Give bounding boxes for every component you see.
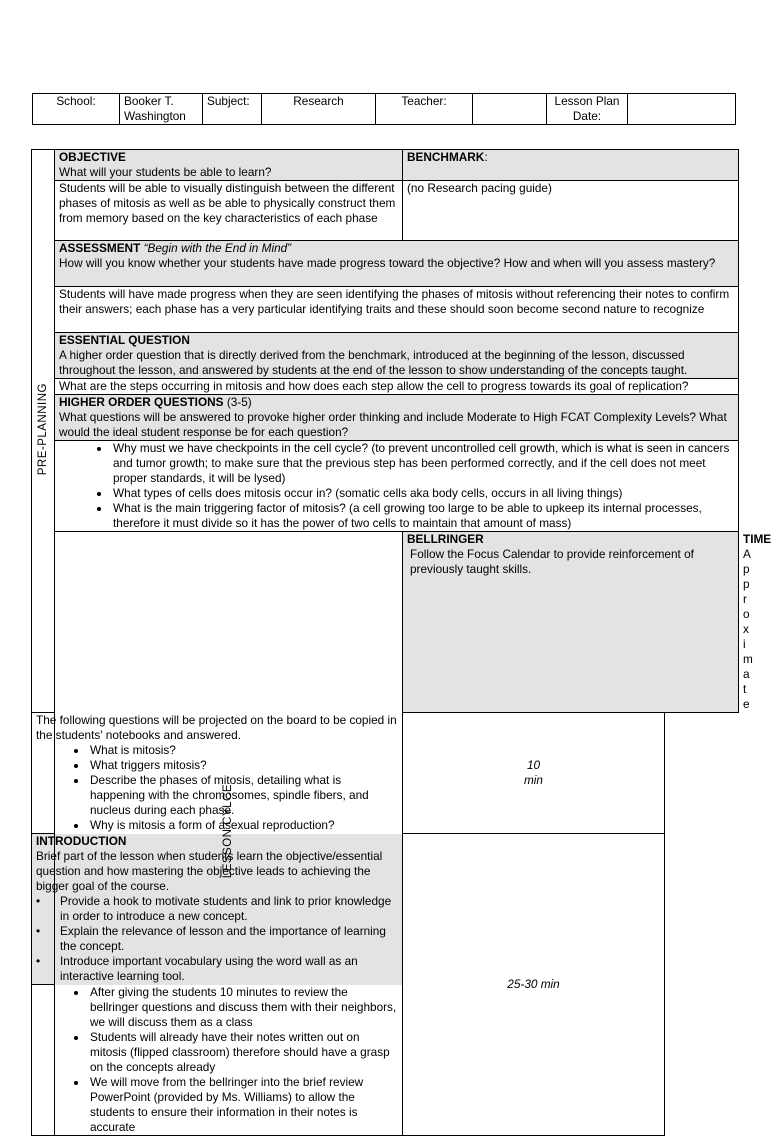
lesson-date-value: [628, 94, 736, 125]
objective-text: Students will be able to visually distinguish between the different phases of mitosis as well as be able to physically construct them from memory based on the key characteristics of each phase: [55, 181, 403, 241]
list-item: • Why is mitosis a form of asexual reproduction?: [88, 818, 398, 833]
list-item: • Why must we have checkpoints in the cell cycle? (to prevent uncontrolled cell growth, which is what is seen in cancers and tumor growth; to make sure that the previous step has been performed correctly, and if the cell does not meet proper standards, it will be lysed): [111, 441, 734, 486]
assessment-title: ASSESSMENT: [59, 241, 141, 255]
objective-prompt: What will your students be able to learn?: [59, 165, 272, 179]
introduction-time: 25-30 min: [403, 834, 665, 1136]
lesson-main-table: PRE-PLANNING OBJECTIVE What will your students be able to learn? BENCHMARK: Students will be able to visually distinguish between the different phases of mitosis as well as be able to physically construct them from memory based on the key characteristics of each phase (no Research pacing guide) ASSESSMENT “Begin with the End in Mind” How will you know whether your students have made progress toward the objective? How and when will you assess mastery? Students will have made progress when they are seen identifying the phases of mitosis without referencing their notes to confirm their answers; each phase has a very particular identifying traits and these should soon become second nature to recognize ESSENTIAL QUESTION A higher order question that is directly derived from the benchmark, introduced at the beginning of the lesson, discussed throughout the lesson, and answered by students at the end of the lesson to show understanding of the concepts taught. What are the steps occurring in mitosis and how does each step allow the cell to progress towards its goal of replication? HIGHER ORDER QUESTIONS (3-5) What questions will be answered to provoke higher order thinking and include Moderate to High FCAT Complexity Levels? What would the ideal student response be for each question? • Why must we have checkpoints in the cell cycle? (to prevent uncontrolled cell growth, which is what is seen in cancers and tumor growth; to make sure that the previous step has been performed correctly, and if the cell does not meet proper standards, it will be lysed) • What types of cells does mitosis occur in? (somatic cells aka body cells, occurs in all living things) • What is the main triggering factor of mitosis? (a cell growing too large to be able to upkeep its internal processes, therefore it must divide so it has the power of two cells to maintain that amount of mass) LESSON CYLCE BELLRINGER Follow the Focus Calendar to provide reinforcement of previously taught skills. TIME Approximate The following questions will be projected on the board to be copied in the students' notebooks and answered. • What is mitosis? • What triggers mitosis? • Describe the phases of mitosis, detailing what is happening with the chromosomes, spindle fibers, and nucleus during each phase. • Why is mitosis a form of asexual reproduction? 10 min INTRODUCTION Brief part of the lesson when students learn the objective/essential question and how mastering the objective leads to achieving the bigger goal of the course. • Provide a hook to motivate students and link to prior knowledge in order to introduce a new concept. • Explain the relevance of lesson and the importance of learning the concept. • Introduce important vocabulary using the word wall as an interactive learning tool. 25-30 min • After giving the students 10 minutes to review the bellringer questions and discuss them with their neighbors, we will discuss them as a class • Students will already have their notes written out on mitosis (flipped classroom) therefore should have a grasp on the concepts already • We will move from the bellringer into the brief review PowerPoint (provided by Ms. Williams) to allow the students to ensure their information in their notes is accurate: [31, 149, 739, 1136]
higher-order-list: [59, 441, 734, 531]
assessment-subtitle: “Begin with the End in Mind”: [143, 241, 292, 255]
list-item: • Students will already have their notes written out on mitosis (flipped classroom) therefore should have a grasp on the concepts already: [88, 1030, 398, 1075]
bellringer-intro: The following questions will be projected on the board to be copied in the students' notebooks and answered.: [36, 713, 397, 742]
list-item: • After giving the students 10 minutes to review the bellringer questions and discuss them with their neighbors, we will discuss them as a class: [88, 985, 398, 1030]
lesson-cycle-section-label: LESSON CYLCE: [55, 532, 403, 1136]
higher-order-count: (3-5): [226, 395, 252, 409]
higher-order-header: [55, 395, 739, 441]
list-item: • What is the main triggering factor of mitosis? (a cell growing too large to be able to upkeep its internal processes, therefore it must divide so it has the power of two cells to maintain that amount of mass): [111, 501, 734, 531]
introduction-header: [32, 834, 403, 985]
pre-planning-section-label: PRE-PLANNING: [32, 150, 55, 713]
bellringer-time: 10 min: [403, 713, 665, 834]
introduction-content: [32, 985, 403, 1136]
objective-title: OBJECTIVE: [59, 150, 126, 164]
bellringer-content: [32, 713, 403, 834]
subject-label: Subject:: [203, 94, 262, 125]
higher-order-prompt: What questions will be answered to provoke higher order thinking and include Moderate to High FCAT Complexity Levels? What would the ideal student response be for each question?: [59, 410, 727, 439]
higher-order-title: HIGHER ORDER QUESTIONS: [59, 395, 224, 409]
introduction-prompt: Brief part of the lesson when students learn the objective/essential question and how mastering the objective leads to achieving the bigger goal of the course.: [36, 849, 383, 893]
essential-question-text: What are the steps occurring in mitosis and how does each step allow the cell to progress towards its goal of replication?: [55, 379, 739, 395]
essential-question-title: ESSENTIAL QUESTION: [59, 333, 190, 347]
assessment-header: [55, 241, 739, 287]
introduction-guide-list: [36, 894, 398, 984]
higher-order-answers: [55, 441, 739, 532]
essential-question-header: [55, 333, 739, 379]
bellringer-list: [36, 743, 398, 833]
teacher-label: Teacher:: [376, 94, 473, 125]
benchmark-header: [403, 150, 739, 181]
list-item: • What is mitosis?: [88, 743, 398, 758]
lesson-header-table: [32, 93, 736, 125]
assessment-text: Students will have made progress when they are seen identifying the phases of mitosis without referencing their notes to confirm their answers; each phase has a very particular identifying traits and these should soon become second nature to recognize: [55, 287, 739, 333]
list-item: • Describe the phases of mitosis, detailing what is happening with the chromosomes, spindle fibers, and nucleus during each phase.: [88, 773, 398, 818]
essential-question-prompt: A higher order question that is directly derived from the benchmark, introduced at the beginning of the lesson, discussed throughout the lesson, and answered by students at the end of the lesson to show understanding of the concepts taught.: [59, 348, 688, 377]
list-item: • Introduce important vocabulary using the word wall as an interactive learning tool.: [54, 954, 398, 984]
benchmark-title: BENCHMARK: [407, 150, 485, 164]
school-label: School:: [33, 94, 120, 125]
list-item: • What triggers mitosis?: [88, 758, 398, 773]
introduction-title: INTRODUCTION: [36, 834, 127, 848]
bellringer-prompt: Follow the Focus Calendar to provide reinforcement of previously taught skills.: [410, 547, 694, 576]
list-item: • We will move from the bellringer into the brief review PowerPoint (provided by Ms. Williams) to allow the students to ensure their information in their notes is accurate: [88, 1075, 398, 1135]
bellringer-title: BELLRINGER: [407, 532, 484, 546]
teacher-value: [473, 94, 547, 125]
benchmark-text: (no Research pacing guide): [403, 181, 739, 241]
list-item: • Explain the relevance of lesson and the importance of learning the concept.: [54, 924, 398, 954]
benchmark-colon: :: [484, 150, 488, 164]
bellringer-header: [403, 532, 739, 713]
objective-header: [55, 150, 403, 181]
school-value: Booker T. Washington: [120, 94, 203, 125]
assessment-prompt: How will you know whether your students have made progress toward the objective? How and when will you assess mastery?: [59, 256, 716, 270]
lesson-date-label: Lesson Plan Date:: [547, 94, 628, 125]
list-item: • Provide a hook to motivate students and link to prior knowledge in order to introduce a new concept.: [54, 894, 398, 924]
list-item: • What types of cells does mitosis occur in? (somatic cells aka body cells, occurs in all living things): [111, 486, 734, 501]
introduction-list: [36, 985, 398, 1135]
subject-value: Research: [262, 94, 376, 125]
